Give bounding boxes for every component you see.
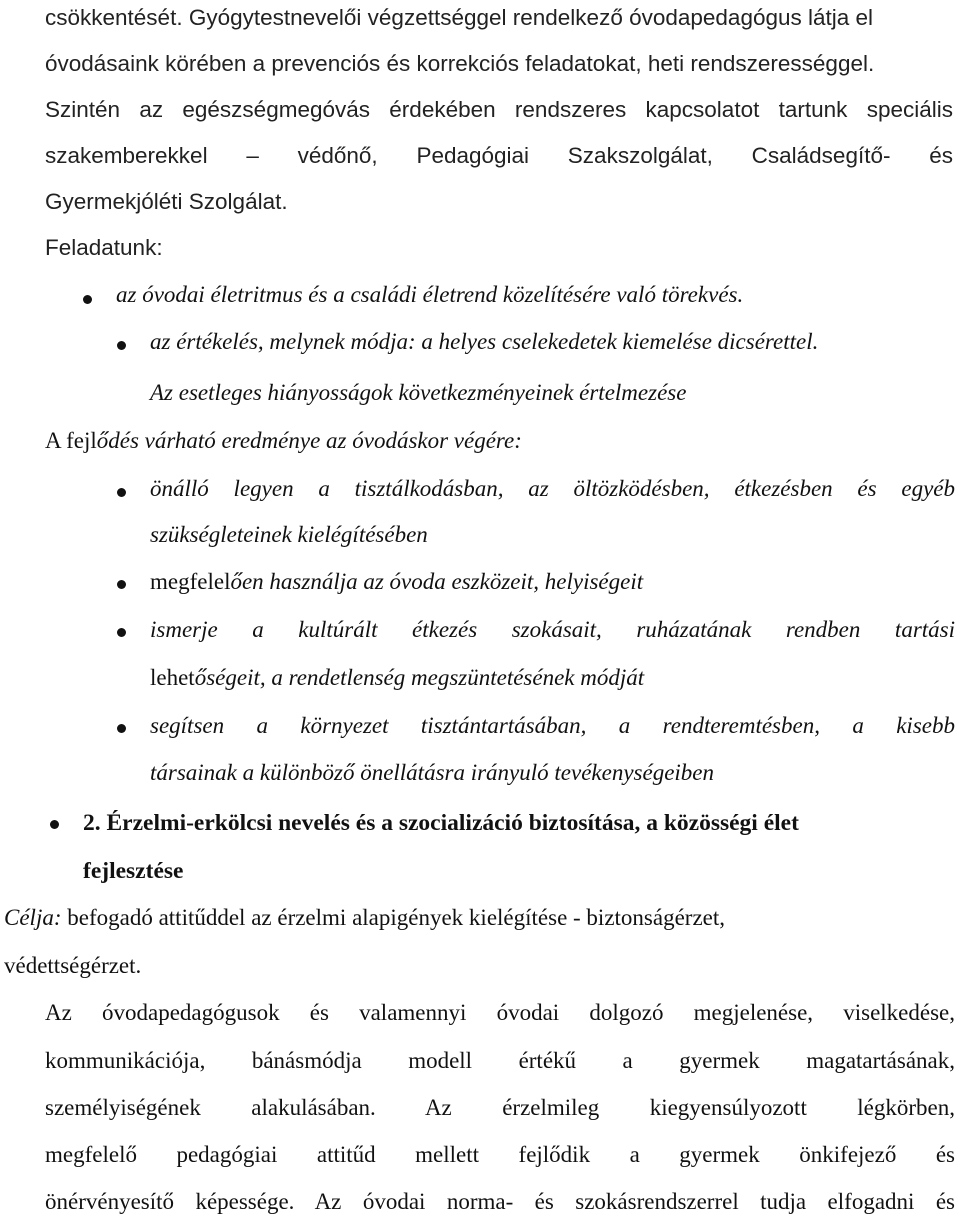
bullet-icon xyxy=(83,295,92,304)
intro-line: Gyermekjóléti Szolgálat. xyxy=(45,189,288,214)
goal-line: védettségérzet. xyxy=(4,953,142,978)
intro-line: szakemberekkel – védőnő, Pedagógiai Szakszolgálat, Családsegítő- és xyxy=(45,143,953,168)
bullet-icon xyxy=(117,628,126,637)
bullet-icon xyxy=(117,488,126,497)
section-heading-continuation: fejlesztése xyxy=(83,858,184,884)
outcome-item: megfelelően használja az óvoda eszközeit, helyiségeit xyxy=(150,569,644,594)
bullet-icon xyxy=(117,580,126,589)
tasks-heading: Feladatunk: xyxy=(45,235,163,260)
intro-line: óvodásaink körében a prevenciós és korrekciós feladatokat, heti rendszerességgel. xyxy=(45,51,875,76)
goal-label: Célja: xyxy=(4,905,62,930)
bullet-icon xyxy=(50,820,59,829)
body-line: megfelelő pedagógiai attitűd mellett fejlődik a gyermek önkifejező és xyxy=(45,1142,955,1167)
outcome-item: ismerje a kultúrált étkezés szokásait, ruházatának rendben tartási xyxy=(150,617,955,642)
intro-line: csökkentését. Gyógytestnevelői végzettséggel rendelkező óvodapedagógus látja el xyxy=(45,5,874,30)
outcome-heading: A fejlődés várható eredménye az óvodáskor végére: xyxy=(45,428,522,453)
task-item: az óvodai életritmus és a családi életrend közelítésére való törekvés. xyxy=(116,282,744,307)
body-line: kommunikációja, bánásmódja modell értékű a gyermek magatartásának, xyxy=(45,1048,955,1073)
bullet-icon xyxy=(117,724,126,733)
task-item: az értékelés, melynek módja: a helyes cselekedetek kiemelése dicsérettel. xyxy=(150,329,819,354)
outcome-item-continuation: szükségleteinek kielégítésében xyxy=(150,522,428,547)
outcome-item: önálló legyen a tisztálkodásban, az öltözködésben, étkezésben és egyéb xyxy=(150,476,955,501)
section-heading: 2. Érzelmi-erkölcsi nevelés és a szocializáció biztosítása, a közösségi élet xyxy=(83,810,799,836)
outcome-item-continuation: társainak a különböző önellátásra irányuló tevékenységeiben xyxy=(150,760,715,785)
goal-line: Célja: befogadó attitűddel az érzelmi alapigények kielégítése - biztonságérzet, xyxy=(4,905,726,930)
bullet-icon xyxy=(117,341,126,350)
outcome-item: segítsen a környezet tisztántartásában, a rendteremtésben, a kisebb xyxy=(150,713,955,738)
task-continuation: Az esetleges hiányosságok következményeinek értelmezése xyxy=(150,380,687,405)
body-line: személyiségének alakulásában. Az érzelmileg kiegyensúlyozott légkörben, xyxy=(45,1095,955,1120)
body-line: Az óvodapedagógusok és valamennyi óvodai dolgozó megjelenése, viselkedése, xyxy=(45,1000,955,1025)
outcome-item-continuation: lehetőségeit, a rendetlenség megszüntetésének módját xyxy=(150,665,645,690)
intro-line: Szintén az egészségmegóvás érdekében rendszeres kapcsolatot tartunk speciális xyxy=(45,97,953,122)
body-line: önérvényesítő képessége. Az óvodai norma- és szokásrendszerrel tudja elfogadni és xyxy=(45,1189,955,1214)
